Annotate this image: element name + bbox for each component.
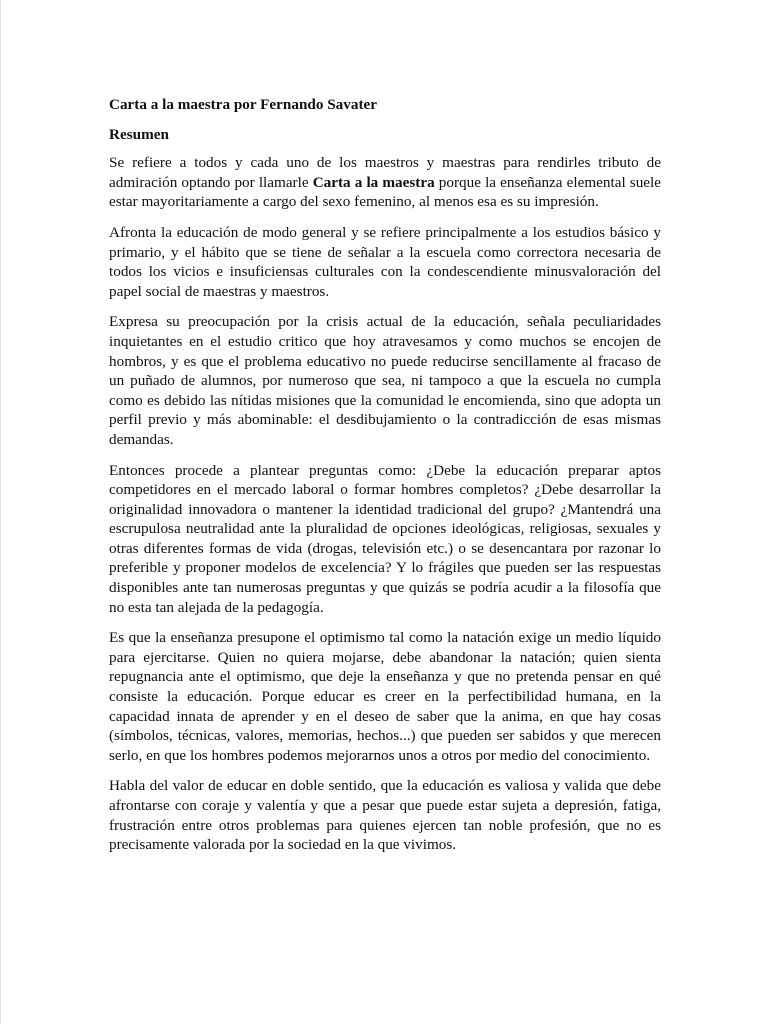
paragraph-4: Entonces procede a plantear preguntas como: ¿Debe la educación preparar aptos competidores en el mercado laboral o formar hombres completos? ¿Debe desarrollar la originalidad innovadora o mantener la identidad tradicional del grupo? ¿Mantendrá una escrupulosa neutralidad ante la pluralidad de opciones ideológicas, religiosas, sexuales y otras diferentes formas de vida (drogas, televisión etc.) o se desencantara por razonar lo preferible y proponer modelos de excelencia? Y lo frágiles que pueden ser las respuestas disponibles ante tan numerosas preguntas y que quizás se podría acudir a la filosofía que no esta tan alejada de la pedagogía. — [109, 461, 661, 616]
paragraph-2: Afronta la educación de modo general y se refiere principalmente a los estudios básico y primario, y el hábito que se tiene de señalar a la escuela como correctora necesaria de todos los vicios e insuficiensas culturales con la condescendiente minusvaloración del papel social de maestras y maestros. — [109, 223, 661, 300]
paragraph-1-text-start: Se refiere a todos y cada uno de los maestros y maestras para rendirles tributo de admiración optando por llamarle — [109, 154, 661, 191]
paragraph-5: Es que la enseñanza presupone el optimismo tal como la natación exige un medio líquido para ejercitarse. Quien no quiera mojarse, debe abandonar la natación; quien sienta repugnancia ante el optimismo, que deje la enseñanza y que no pretenda pensar en qué consiste la educación. Porque educar es creer en la perfectibilidad humana, en la capacidad innata de aprender y en el deseo de saber que la anima, en que hay cosas (símbolos, técnicas, valores, memorias, hechos...) que pueden ser sabidos y que merecen serlo, en que los hombres podemos mejorarnos unos a otros por medio del conocimiento. — [109, 629, 661, 764]
section-heading: Resumen — [109, 125, 169, 143]
paragraph-3: Expresa su preocupación por la crisis actual de la educación, señala peculiaridades inquietantes en el estudio critico que hoy atravesamos y como muchos se encojen de hombros, y es que el problema educativo no puede reducirse sencillamente al fracaso de un puñado de alumnos, por numeroso que sea, ni tampoco a que la escuela no cumpla como es debido las nítidas misiones que la comunidad le encomienda, sino que adopta un perfil previo y más abominable: el desdibujamiento o la contradicción de esas mismas demandas. — [109, 313, 661, 448]
paragraph-1-text-end: porque la enseñanza elemental suele estar mayoritariamente a cargo del sexo femenino, al menos esa es su impresión. — [109, 173, 661, 211]
paragraph-1 — [109, 153, 661, 212]
document-title: Carta a la maestra por Fernando Savater — [109, 96, 377, 113]
paragraph-6: Habla del valor de educar en doble sentido, que la educación es valiosa y valida que debe afrontarse con coraje y valentía y que a pesar que puede estar sujeta a depresión, fatiga, frustración entre otros problemas para quienes ejercen tan noble profesión, que no es precisamente valorada por la sociedad en la que vivimos. — [109, 777, 661, 854]
document-body — [109, 95, 661, 866]
paragraph-1-emphasis: Carta a la maestra — [312, 173, 435, 191]
